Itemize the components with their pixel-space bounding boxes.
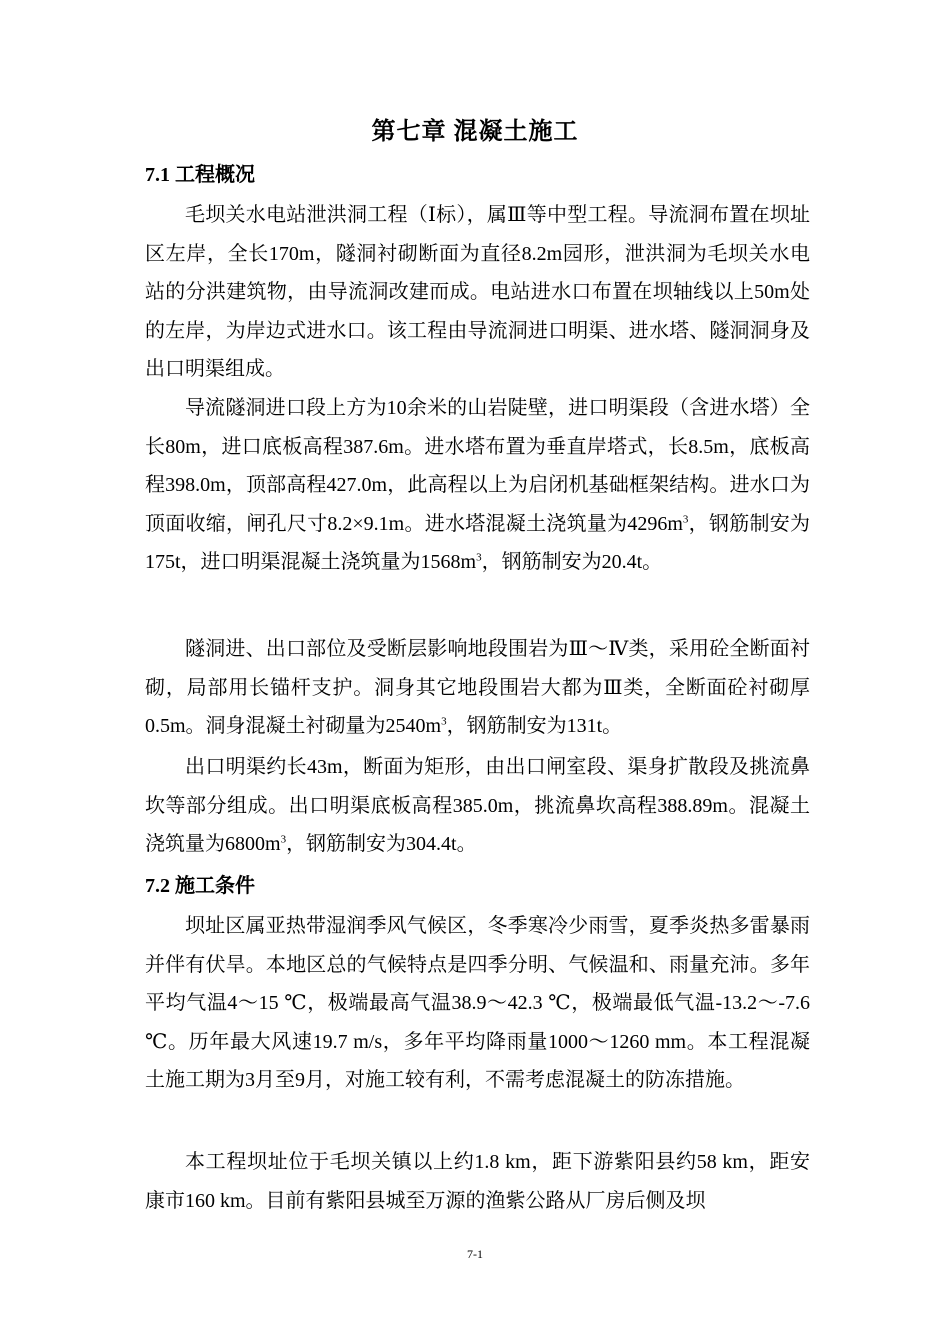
superscript-three: 3 [280, 833, 287, 846]
paragraph-outlet-channel: 出口明渠约长43m，断面为矩形，由出口闸室段、渠身扩散段及挑流鼻坎等部分组成。出口明渠底板高程385.0m，挑流鼻坎高程388.89m。混凝土浇筑量为$6800m^3$，钢筋制安为304.4t。 [145, 756, 810, 855]
section-heading-7-2: 7.2 施工条件 [145, 875, 255, 897]
page-number: 7-1 [467, 1247, 483, 1261]
superscript-three: 3 [682, 512, 689, 525]
paragraph-project-overview: 毛坝关水电站泄洪洞工程（Ⅰ标），属Ⅲ等中型工程。导流洞布置在坝址区左岸，全长170m，隧洞衬砌断面为直径8.2m园形，泄洪洞为毛坝关水电站的分洪建筑物，由导流洞改建而成。电站进水口布置在坝轴线以上50m处的左岸，为岸边式进水口。该工程由导流洞进口明渠、进水塔、隧洞洞身及出口明渠组成。 [145, 204, 810, 380]
superscript-three: 3 [441, 715, 447, 728]
paragraph-intake-structures: 导流隧洞进口段上方为10余米的山岩陡壁，进口明渠段（含进水塔）全长80m，进口底板高程387.6m。进水塔布置为垂直岸塔式，长8.5m，底板高程398.0m，顶部高程427.0m，此高程以上为启闭机基础框架结构。进水口为顶面收缩，闸孔尺寸8.2×9.1m。进水塔混凝土浇筑量为$4296m^3$，钢筋制安为175t，进口明渠混凝土浇筑量为$1568m^3$，钢筋制安为20.4t。 [145, 397, 810, 573]
section-heading-7-1: 7.1 工程概况 [145, 164, 255, 186]
superscript-three: 3 [476, 551, 482, 564]
paragraph-site-location: 本工程坝址位于毛坝关镇以上约1.8 km，距下游紫阳县约58 km，距安康市160 km。目前有紫阳县城至万源的渔紫公路从厂房后侧及坝 [145, 1151, 810, 1212]
chapter-title: 第七章 混凝土施工 [371, 119, 579, 145]
paragraph-climate-conditions: 坝址区属亚热带湿润季风气候区，冬季寒冷少雨雪，夏季炎热多雷暴雨并伴有伏旱。本地区总的气候特点是四季分明、气候温和、雨量充沛。多年平均气温4～15 ℃，极端最高气温38.9～42.3 ℃，极端最低气温-13.2～-7.6 ℃。历年最大风速19.7 m/s，多年平均降雨量1000～1260 mm。本工程混凝土施工期为3月至9月，对施工较有利，不需考虑混凝土的防冻措施。 [145, 915, 810, 1091]
paragraph-tunnel-lining: 隧洞进、出口部位及受断层影响地段围岩为Ⅲ～Ⅳ类，采用砼全断面衬砌，局部用长锚杆支护。洞身其它地段围岩大都为Ⅲ类，全断面砼衬砌厚0.5m。洞身混凝土衬砌量为$2540m^3$，钢筋制安为131t。 [145, 638, 810, 737]
